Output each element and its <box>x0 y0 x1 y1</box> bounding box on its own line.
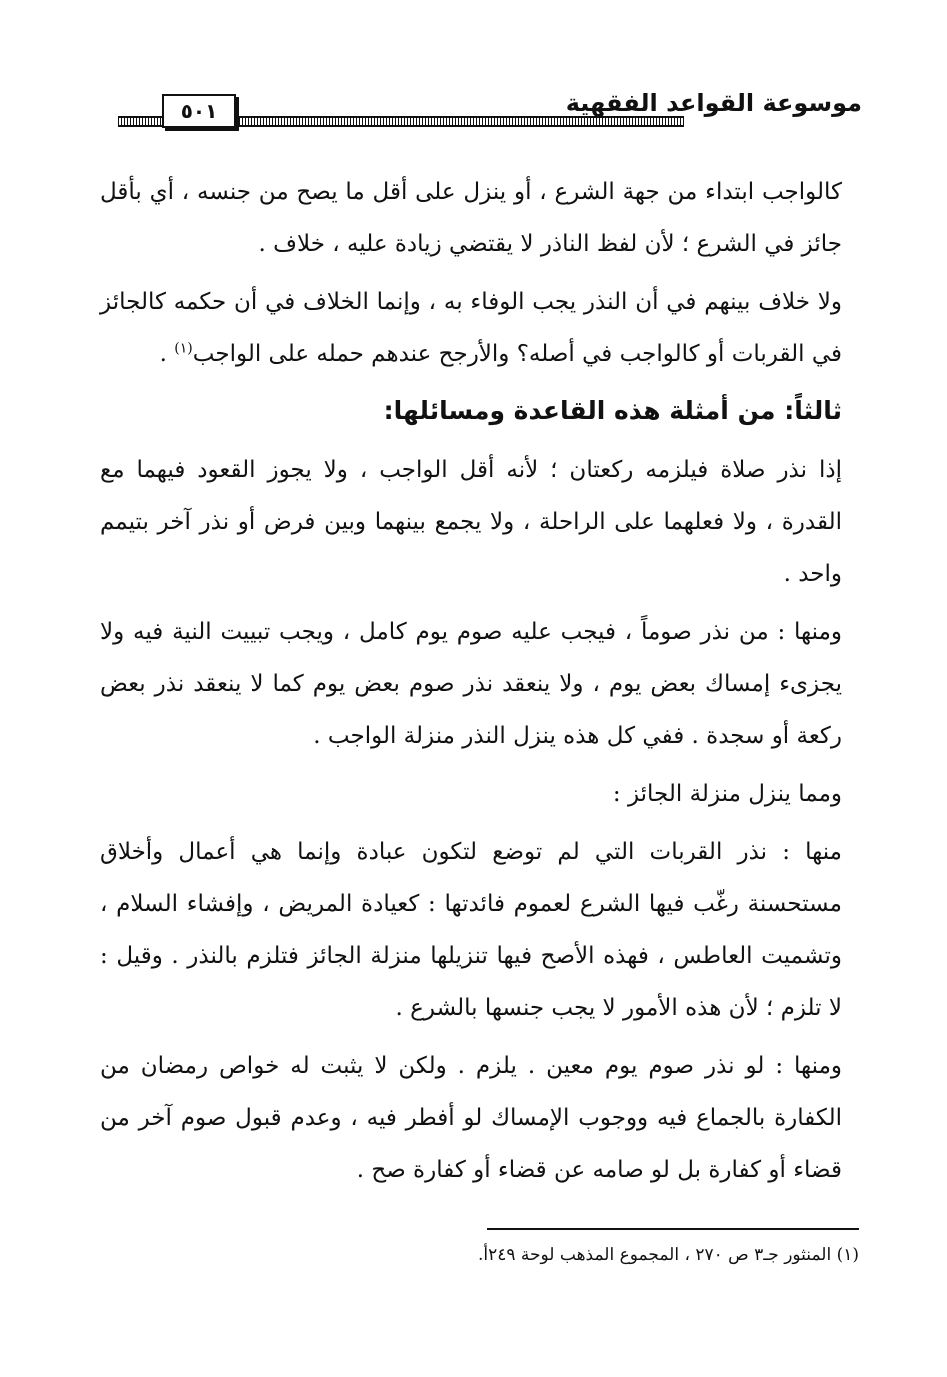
paragraph-2 <box>100 276 842 380</box>
footnote-1: (١) المنثور جـ٣ ص ٢٧٠ ، المجموع المذهب لوحة ٢٤٩أ. <box>477 1245 859 1265</box>
book-title: موسوعة القواعد الفقهية <box>565 89 862 117</box>
paragraph-5: ومما ينزل منزلة الجائز : <box>612 781 842 807</box>
paragraph-2-text: ولا خلاف بينهم في أن النذر يجب الوفاء به ، وإنما الخلاف في أن حكمه كالجائز في القربات أو كالواجب في أصله؟ والأرجح عندهم حمله على الواجب <box>100 289 842 367</box>
section-heading: ثالثاً: من أمثلة هذه القاعدة ومسائلها: <box>383 396 842 425</box>
footnote-rule <box>487 1228 859 1230</box>
paragraph-1: كالواجب ابتداء من جهة الشرع ، أو ينزل على أقل ما يصح من جنسه ، أي بأقل جائز في الشرع ؛ لأن لفظ الناذر لا يقتضي زيادة عليه ، خلاف . <box>100 179 842 257</box>
page-number: ٥٠١ <box>162 94 236 128</box>
paragraph-3: إذا نذر صلاة فيلزمه ركعتان ؛ لأنه أقل الواجب ، ولا يجوز القعود فيهما مع القدرة ، ولا فعلهما على الراحلة ، ولا يجمع بينهما وبين فرض أو نذر آخر بتيمم واحد . <box>100 457 842 587</box>
paragraph-2-end: . <box>159 341 175 367</box>
running-header <box>118 88 862 134</box>
paragraph-7: ومنها : لو نذر صوم يوم معين . يلزم . ولكن لا يثبت له خواص رمضان من الكفارة بالجماع فيه ووجوب الإمساك لو أفطر فيه ، وعدم قبول صوم آخر من قضاء أو كفارة بل لو صامه عن قضاء أو كفارة صح . <box>100 1053 842 1183</box>
paragraph-4: ومنها : من نذر صوماً ، فيجب عليه صوم يوم كامل ، ويجب تبييت النية فيه ولا يجزىء إمساك بعض يوم ، ولا ينعقد نذر صوم بعض يوم كما لا ينعقد نذر بعض ركعة أو سجدة . ففي كل هذه ينزل النذر منزلة الواجب . <box>100 619 842 749</box>
page-body <box>100 166 842 1202</box>
paragraph-6: منها : نذر القربات التي لم توضع لتكون عبادة وإنما هي أعمال وأخلاق مستحسنة رغّب فيها الشرع لعموم فائدتها : كعيادة المريض ، وإفشاء السلام ، وتشميت العاطس ، فهذه الأصح فيها تنزيلها منزلة الجائز فتلزم بالنذر . وقيل : لا تلزم ؛ لأن هذه الأمور لا يجب جنسها بالشرع . <box>100 839 842 1021</box>
footnote-reference: (١) <box>174 340 193 357</box>
